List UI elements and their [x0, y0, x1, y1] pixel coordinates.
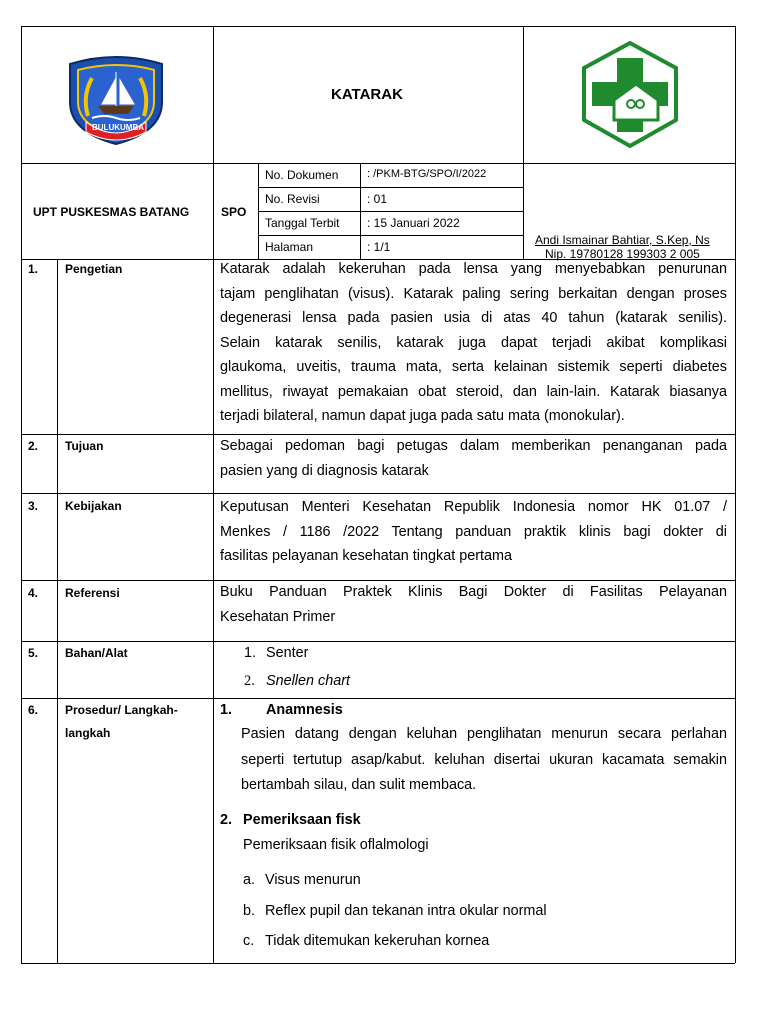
meta-label-revision: No. Revisi [265, 192, 320, 206]
meta-label-issue-date: Tanggal Terbit [265, 216, 340, 230]
meta-label-doc-number: No. Dokumen [265, 168, 339, 182]
body-line: Sebagai pedoman bagi petugas dalam memberikan penanganan pada [220, 438, 727, 454]
body-line: terjadi bilateral, namun dapat juga pada satu mata (monokular). [220, 408, 625, 424]
section-number: 4. [28, 586, 39, 600]
step-number: 2. [220, 812, 233, 828]
crest-ribbon-text: BULUKUMBA [92, 123, 144, 132]
puskesmas-logo [580, 40, 680, 150]
body-line: pasien yang di diagnosis katarak [220, 462, 429, 479]
section-label-tujuan: Tujuan [65, 439, 104, 453]
section-number: 1. [28, 262, 39, 276]
section-body-pengetian [220, 257, 727, 429]
bulukumba-crest-logo [62, 52, 170, 148]
section-label-prosedur-cont: langkah [65, 726, 111, 740]
body-line: Buku Panduan Praktek Klinis Bagi Dokter di Fasilitas Pelayanan [220, 584, 727, 600]
body-line: degenerasi lensa pada pasien usia di atas 40 tahun (katarak senilis). [220, 310, 727, 326]
section-label-kebijakan: Kebijakan [65, 499, 122, 513]
signer-name: Andi Ismainar Bahtiar, S.Kep, Ns [535, 233, 710, 247]
section-body-kebijakan [220, 495, 727, 569]
body-line: Keputusan Menteri Kesehatan Republik Indonesia nomor HK 01.07 / [220, 499, 727, 515]
sub-item-kornea: Tidak ditemukan kekeruhan kornea [265, 933, 490, 949]
step-intro: Pemeriksaan fisik oflalmologi [243, 837, 429, 853]
section-label-pengetian: Pengetian [65, 262, 123, 276]
body-line: Pasien datang dengan keluhan penglihatan menurun secara perlahan [241, 726, 727, 742]
section-number: 2. [28, 439, 39, 453]
body-line: Selain katarak senilis, katarak juga dapat terjadi akibat komplikasi [220, 334, 727, 351]
body-line: tajam penglihatan (visus). Katarak paling sering berkaitan dengan proses [220, 285, 727, 302]
list-item-number: 1. [244, 645, 257, 661]
body-line: Kesehatan Primer [220, 608, 336, 625]
section-number: 5. [28, 646, 39, 660]
sub-item-reflex: Reflex pupil dan tekanan intra okular normal [265, 903, 547, 919]
sub-item-letter: b. [243, 903, 256, 919]
sub-item-visus: Visus menurun [265, 872, 361, 888]
section-body-referensi [220, 580, 727, 629]
body-line: glaukoma, uveitis, trauma mata, serta kelainan sistemik seperti diabetes [220, 359, 727, 375]
organization-name: UPT PUSKESMAS BATANG [33, 205, 190, 219]
sub-item-letter: c. [243, 933, 255, 949]
document-type: SPO [221, 205, 247, 219]
body-line: fasilitas pelayanan kesehatan tingkat pertama [220, 548, 512, 564]
meta-value-issue-date: : 15 Januari 2022 [367, 216, 460, 230]
list-item-snellen-chart: Snellen chart [266, 673, 350, 689]
step-number: 1. [220, 702, 233, 718]
section-number: 6. [28, 703, 39, 717]
body-line: Menkes / 1186 /2022 Tentang panduan praktik klinis bagi dokter di [220, 523, 727, 540]
section-body-tujuan [220, 434, 727, 483]
section-label-bahan-alat: Bahan/Alat [65, 646, 128, 660]
list-item-senter: Senter [266, 645, 309, 661]
step-title-pemeriksaan-fisik: Pemeriksaan fisk [243, 812, 361, 828]
section-label-referensi: Referensi [65, 586, 120, 600]
list-item-number: 2. [244, 673, 255, 689]
meta-value-doc-number: : /PKM-BTG/SPO/I/2022 [367, 168, 487, 180]
meta-label-page: Halaman [265, 240, 314, 254]
signer-nip: Nip. 19780128 199303 2 005 [545, 247, 700, 261]
sub-item-letter: a. [243, 872, 256, 888]
section-label-prosedur: Prosedur/ Langkah- [65, 703, 178, 717]
body-line: mellitus, riwayat pemakaian obat steroid, dan lain-lain. Katarak biasanya [220, 383, 727, 400]
body-line: bertambah silau, dan sulit membaca. [241, 777, 477, 793]
body-line: seperti tertutup asap/kabut. keluhan disertai ukuran kacamata semakin [241, 751, 727, 768]
document-title: KATARAK [331, 86, 403, 103]
meta-value-revision: : 01 [367, 192, 388, 206]
meta-value-page: : 1/1 [367, 240, 391, 254]
step-title-anamnesis: Anamnesis [266, 702, 343, 718]
section-number: 3. [28, 499, 39, 513]
step-body-anamnesis [241, 722, 727, 799]
body-line: Katarak adalah kekeruhan pada lensa yang menyebabkan penurunan [220, 261, 727, 277]
